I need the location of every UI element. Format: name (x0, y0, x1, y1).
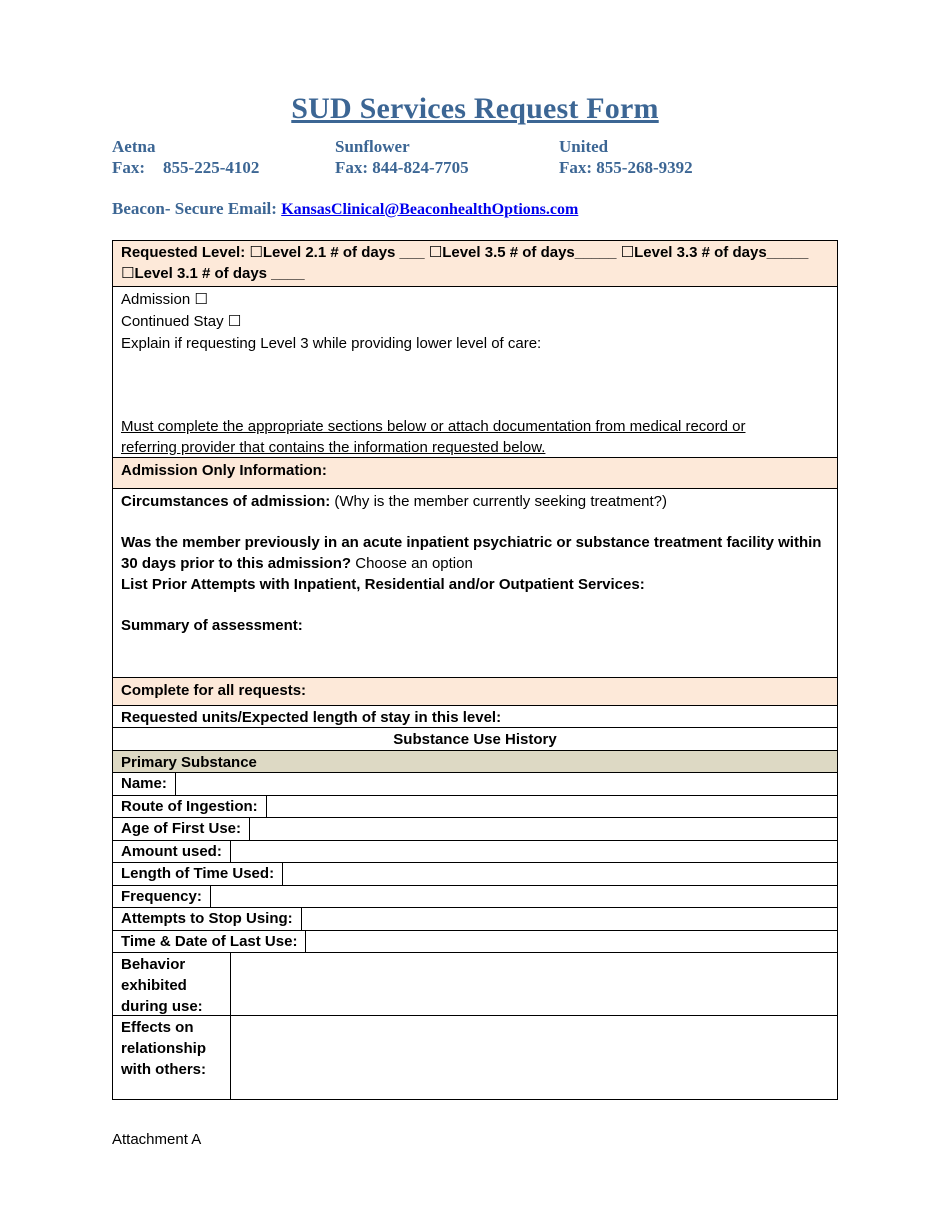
beacon-email-line (112, 199, 578, 219)
route-label: Route of Ingestion: (113, 796, 267, 818)
length-field[interactable] (283, 863, 837, 885)
payer-name: Sunflower (335, 137, 410, 156)
fax-label: Fax: (112, 158, 146, 177)
length-label: Length of Time Used: (113, 863, 283, 885)
last-use-field[interactable] (306, 931, 837, 953)
explain-label: Explain if requesting Level 3 while providing lower level of care: (121, 335, 542, 352)
payer-aetna (112, 136, 259, 178)
behavior-label-line: Behavior (121, 956, 186, 973)
choose-option-dropdown[interactable]: Choose an option (351, 555, 473, 572)
last-use-row (113, 930, 837, 953)
must-complete-note-1: Must complete the appropriate sections below or attach documentation from medical record or (121, 418, 746, 435)
payer-name: United (559, 137, 609, 156)
effects-label-line: relationship (121, 1040, 207, 1057)
payer-sunflower (335, 136, 469, 178)
age-label: Age of First Use: (113, 818, 250, 840)
frequency-field[interactable] (211, 886, 837, 908)
route-row (113, 795, 837, 818)
substance-use-history-header: Substance Use History (113, 727, 837, 750)
primary-substance-header: Primary Substance (113, 750, 837, 773)
summary-label: Summary of assessment: (121, 617, 303, 634)
page-title: SUD Services Request Form (291, 92, 659, 125)
must-complete-note-2: referring provider that contains the information requested below. (121, 439, 546, 456)
admission-checkbox[interactable]: Admission ☐ (121, 291, 208, 308)
age-row (113, 817, 837, 840)
circumstances-hint: (Why is the member currently seeking treatment?) (330, 493, 668, 510)
complete-all-header: Complete for all requests: (113, 677, 837, 705)
effects-field[interactable] (231, 1016, 837, 1099)
fax-line: Fax: 844-824-7705 (335, 158, 469, 177)
continued-stay-checkbox[interactable]: Continued Stay ☐ (121, 313, 242, 330)
requested-level-line2[interactable]: ☐Level 3.1 # of days ____ (121, 265, 305, 282)
behavior-field[interactable] (231, 953, 837, 1015)
beacon-label: Beacon- Secure Email: (112, 199, 282, 218)
attempts-row (113, 907, 837, 930)
effects-label-line: with others: (121, 1061, 206, 1078)
amount-field[interactable] (231, 841, 837, 863)
admission-details (113, 488, 837, 677)
effects-row (113, 1015, 837, 1099)
effects-label-line: Effects on (121, 1019, 194, 1036)
effects-label (113, 1016, 231, 1099)
amount-label: Amount used: (113, 841, 231, 863)
beacon-email-link[interactable]: KansasClinical@BeaconhealthOptions.com (281, 201, 579, 218)
prior-attempts-field[interactable] (121, 595, 829, 615)
name-row (113, 772, 837, 795)
previous-facility-question-2: 30 days prior to this admission? (121, 555, 352, 572)
payer-united (559, 136, 693, 178)
previous-facility-question-1: Was the member previously in an acute inpatient psychiatric or substance treatment facility within (121, 534, 822, 551)
name-label: Name: (113, 773, 176, 795)
behavior-row (113, 952, 837, 1015)
admission-only-header: Admission Only Information: (113, 457, 837, 488)
admission-section (113, 286, 837, 457)
route-field[interactable] (267, 796, 837, 818)
amount-row (113, 840, 837, 863)
explain-field[interactable] (121, 354, 829, 416)
attachment-label: Attachment A (112, 1131, 202, 1148)
prior-attempts-label: List Prior Attempts with Inpatient, Residential and/or Outpatient Services: (121, 576, 645, 593)
request-form (112, 240, 838, 1100)
payer-name: Aetna (112, 137, 156, 156)
requested-level-line1[interactable]: Requested Level: ☐Level 2.1 # of days ___ ☐Level 3.5 # of days_____ ☐Level 3.3 # of days_____ (121, 244, 809, 261)
age-field[interactable] (250, 818, 837, 840)
attempts-label: Attempts to Stop Using: (113, 908, 302, 930)
fax-line: Fax: 855-268-9392 (559, 158, 693, 177)
fax-number: 855-225-4102 (163, 158, 260, 177)
frequency-label: Frequency: (113, 886, 211, 908)
circumstances-label: Circumstances of admission: (121, 493, 331, 510)
name-field[interactable] (176, 773, 837, 795)
behavior-label-line: during use: (121, 998, 203, 1015)
circumstances-field[interactable] (121, 513, 829, 532)
last-use-label: Time & Date of Last Use: (113, 931, 306, 953)
requested-units-row[interactable]: Requested units/Expected length of stay in this level: (113, 705, 837, 727)
length-row (113, 862, 837, 885)
frequency-row (113, 885, 837, 908)
behavior-label-line: exhibited (121, 977, 187, 994)
attempts-field[interactable] (302, 908, 837, 930)
behavior-label (113, 953, 231, 1015)
requested-level-row[interactable] (113, 241, 837, 286)
